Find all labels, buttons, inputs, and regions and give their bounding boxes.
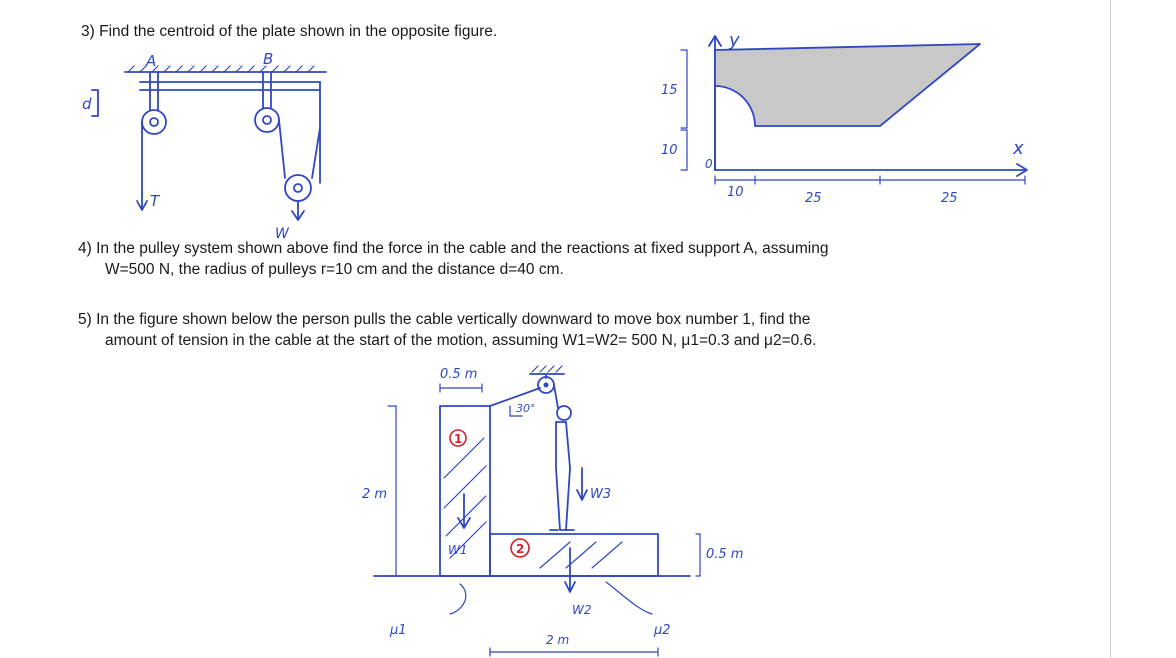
question-4	[78, 238, 828, 280]
question-4-line-1: In the pulley system shown above find the force in the cable and the reactions at fixed support A, assuming	[96, 240, 829, 257]
dim-25-second: 25	[941, 191, 958, 206]
shaded-plate	[715, 44, 980, 126]
label-t: T	[150, 192, 160, 210]
question-3	[81, 21, 497, 42]
pulley-system-figure	[80, 48, 340, 242]
label-height: 2 m	[362, 487, 388, 502]
question-3-text: Find the centroid of the plate shown in the opposite figure.	[99, 23, 498, 40]
question-4-number: 4)	[78, 240, 92, 257]
label-a: A	[146, 52, 157, 70]
question-5-line-1: In the figure shown below the person pulls the cable vertically downward to move box number 1, find the	[96, 311, 811, 328]
label-d: d	[82, 95, 92, 113]
boxes-friction-figure	[360, 358, 820, 656]
dim-10-horizontal: 10	[727, 185, 744, 200]
label-length: 2 m	[546, 633, 570, 647]
dim-10-vertical: 10	[661, 143, 678, 158]
label-w: W	[275, 226, 289, 242]
label-box1: 1	[454, 432, 463, 446]
label-x: x	[1013, 138, 1024, 159]
question-5-line-2: amount of tension in the cable at the start of the motion, assuming W1=W2= 500 N, μ1=0.3 and μ2=0.6.	[105, 332, 817, 349]
label-w1: W1	[448, 543, 468, 557]
label-w3: W3	[590, 487, 612, 502]
label-mu2: μ2	[654, 623, 671, 638]
label-width: 0.5 m	[440, 367, 478, 382]
label-thickness: 0.5 m	[706, 547, 744, 562]
label-w2: W2	[572, 603, 592, 617]
label-angle: 30°	[516, 402, 536, 415]
label-box2: 2	[516, 542, 525, 556]
question-3-number: 3)	[81, 23, 95, 40]
plate-centroid-figure	[645, 20, 1065, 220]
label-b: B	[263, 50, 274, 68]
label-mu1: μ1	[390, 623, 407, 638]
page-edge-divider	[1110, 0, 1111, 658]
label-origin: 0	[705, 157, 713, 171]
label-y: y	[729, 30, 740, 51]
dim-15: 15	[661, 83, 678, 98]
question-4-line-2: W=500 N, the radius of pulleys r=10 cm and the distance d=40 cm.	[105, 261, 564, 278]
question-5	[78, 309, 816, 351]
question-5-number: 5)	[78, 311, 92, 328]
dim-25-first: 25	[805, 191, 822, 206]
